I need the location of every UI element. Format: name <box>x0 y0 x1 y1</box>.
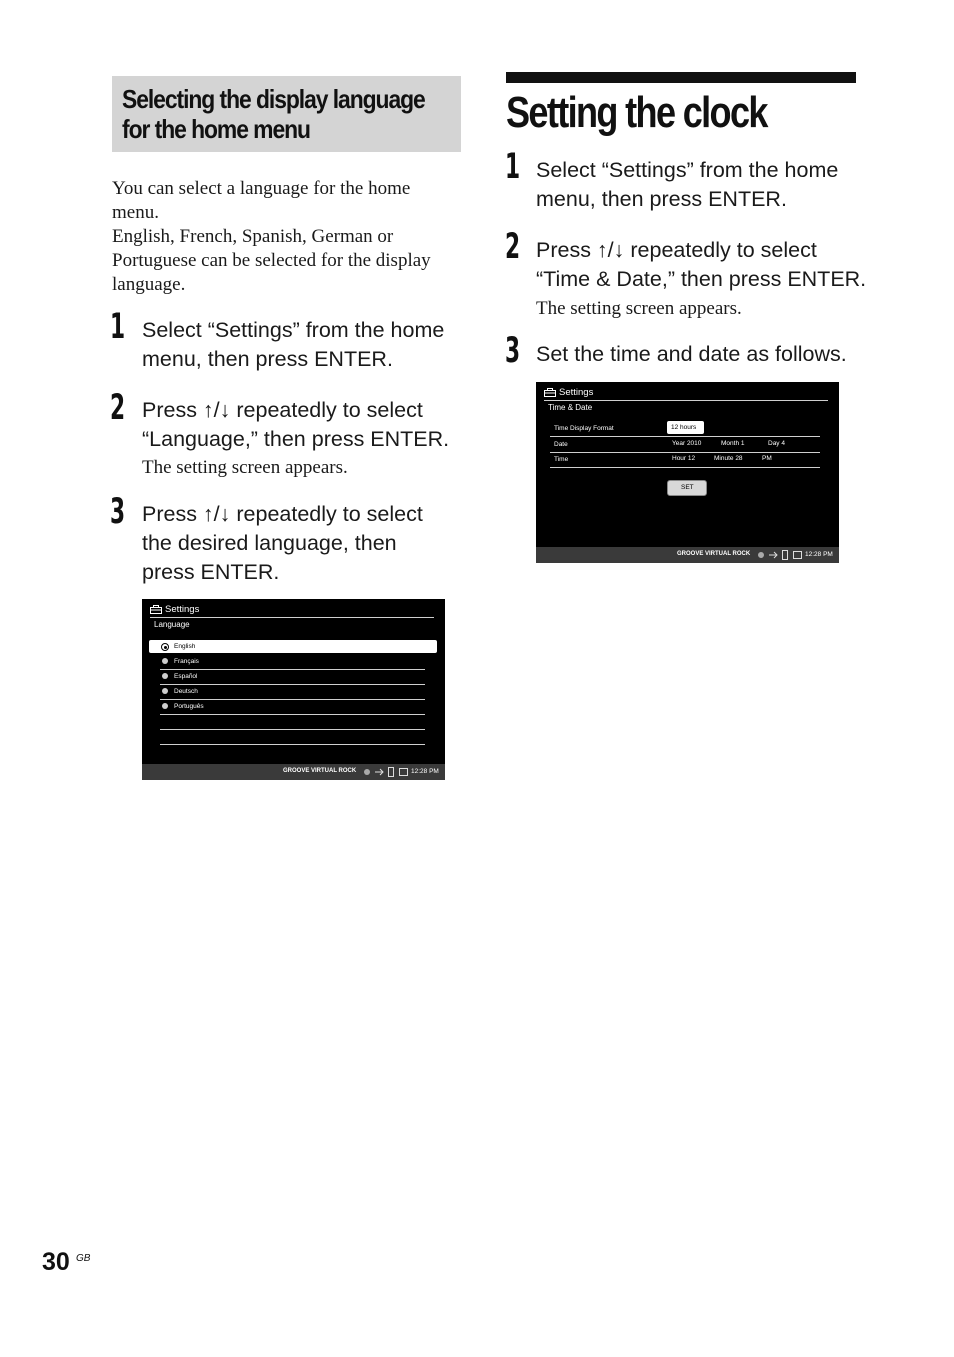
year-field[interactable]: Year 2010 <box>672 440 702 447</box>
divider <box>160 684 425 685</box>
set-button[interactable] <box>667 480 707 496</box>
hour-field[interactable]: Hour 12 <box>672 455 696 462</box>
step-number: 2 <box>505 227 521 267</box>
intro-line: Portuguese can be selected for the display <box>112 250 431 271</box>
step-text <box>142 396 449 454</box>
status-time: 12:28 PM <box>411 768 439 775</box>
language-option-portugues[interactable]: Português <box>174 703 204 710</box>
screen-title: Settings <box>559 387 594 398</box>
radio-icon <box>162 658 168 664</box>
title-rule <box>506 72 856 83</box>
intro-line: You can select a language for the home <box>112 178 411 199</box>
card-icon <box>782 550 788 560</box>
step-text <box>536 340 847 369</box>
step-line: Press ↑/↓ repeatedly to select <box>142 502 423 526</box>
frame-icon <box>399 768 408 776</box>
step-line: the desired language, then <box>142 531 397 555</box>
step-line: Select “Settings” from the home <box>142 318 445 342</box>
page-number: 30 <box>42 1248 70 1276</box>
divider <box>160 699 425 700</box>
step-number: 2 <box>110 388 126 428</box>
section-heading-line: Selecting the display language <box>122 84 425 114</box>
divider <box>544 400 828 401</box>
step-line: menu, then press ENTER. <box>536 187 787 211</box>
step-note: The setting screen appears. <box>142 457 348 478</box>
step-number: 3 <box>110 492 126 532</box>
divider <box>160 729 425 730</box>
section-heading-box <box>112 76 461 152</box>
divider <box>160 669 425 670</box>
usb-icon <box>768 551 778 559</box>
section-heading <box>122 84 425 144</box>
status-bar-text: GROOVE VIRTUAL ROCK <box>677 551 751 557</box>
set-button-label: SET <box>681 484 694 491</box>
status-dot-icon <box>758 552 764 558</box>
step-line: Press ↑/↓ repeatedly to select <box>536 238 817 262</box>
radio-selected-icon <box>161 643 169 651</box>
card-icon <box>388 767 394 777</box>
minute-field[interactable]: Minute 28 <box>714 455 743 462</box>
intro-line: English, French, Spanish, German or <box>112 226 394 247</box>
screen-subtitle: Time & Date <box>548 403 593 412</box>
time-label: Time <box>554 456 569 463</box>
time-format-field[interactable] <box>667 421 704 434</box>
screen-subtitle: Language <box>154 620 190 629</box>
step-text <box>536 236 866 294</box>
page-suffix: GB <box>76 1253 91 1264</box>
step-text <box>142 500 423 587</box>
step-line: Set the time and date as follows. <box>536 342 847 366</box>
step-line: Press ↑/↓ repeatedly to select <box>142 398 423 422</box>
time-format-label: Time Display Format <box>554 425 614 432</box>
radio-icon <box>162 673 168 679</box>
step-text <box>142 316 444 374</box>
ampm-field[interactable]: PM <box>762 455 772 462</box>
radio-icon <box>162 688 168 694</box>
status-bar-text: GROOVE VIRTUAL ROCK <box>283 768 357 774</box>
step-text <box>536 156 838 214</box>
language-option-deutsch[interactable]: Deutsch <box>174 688 198 695</box>
divider <box>160 744 425 745</box>
intro-line: menu. <box>112 202 159 223</box>
step-line: menu, then press ENTER. <box>142 347 393 371</box>
time-date-settings-screen <box>536 382 839 563</box>
divider <box>550 452 820 453</box>
status-bar <box>536 547 839 563</box>
language-option-english[interactable]: English <box>174 643 196 650</box>
language-settings-screen <box>142 599 445 780</box>
step-line: “Language,” then press ENTER. <box>142 427 450 451</box>
step-number: 1 <box>110 307 126 347</box>
month-field[interactable]: Month 1 <box>721 440 745 447</box>
time-format-value: 12 hours <box>671 424 697 431</box>
toolbox-icon <box>544 388 556 397</box>
page-title: Setting the clock <box>506 88 767 137</box>
day-field[interactable]: Day 4 <box>768 440 785 447</box>
step-number: 1 <box>505 147 521 187</box>
status-dot-icon <box>364 769 370 775</box>
step-line: Select “Settings” from the home <box>536 158 839 182</box>
toolbox-icon <box>150 605 162 614</box>
step-note: The setting screen appears. <box>536 298 742 319</box>
language-option-francais[interactable]: Français <box>174 658 199 665</box>
divider <box>150 617 434 618</box>
section-heading-line: for the home menu <box>122 114 310 144</box>
step-number: 3 <box>505 331 521 371</box>
frame-icon <box>793 551 802 559</box>
screen-title: Settings <box>165 604 200 615</box>
intro-line: language. <box>112 274 186 295</box>
date-label: Date <box>554 441 568 448</box>
divider <box>160 714 425 715</box>
status-bar <box>142 764 445 780</box>
divider <box>550 436 820 437</box>
status-time: 12:28 PM <box>805 551 833 558</box>
language-option-espanol[interactable]: Español <box>174 673 198 680</box>
radio-icon <box>162 703 168 709</box>
usb-icon <box>374 768 384 776</box>
step-line: press ENTER. <box>142 560 280 584</box>
divider <box>550 467 820 468</box>
step-line: “Time & Date,” then press ENTER. <box>536 267 867 291</box>
intro-paragraph <box>112 177 464 297</box>
